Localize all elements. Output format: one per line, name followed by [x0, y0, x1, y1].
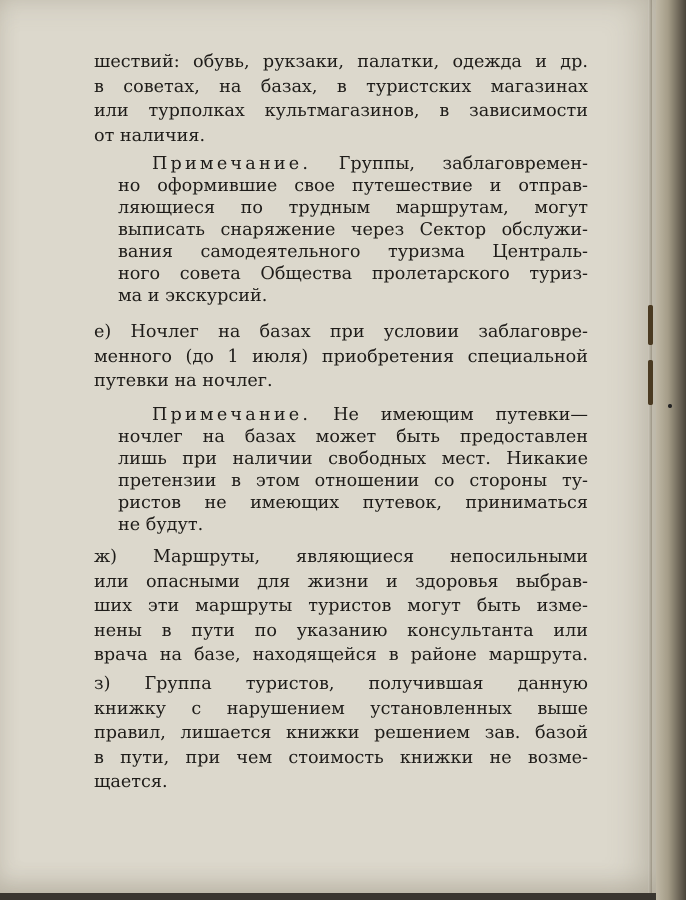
staple-top — [648, 305, 653, 345]
text-line: шествий: обувь, рукзаки, палатки, одежда и др. — [94, 52, 588, 72]
text-line: ристов не имеющих путевок, приниматься — [118, 493, 588, 513]
page-crease — [648, 0, 652, 893]
ink-dot — [668, 404, 672, 408]
text-line: правил, лишается книжки решением зав. базой — [94, 723, 588, 743]
text-line: путевки на ночлег. — [94, 371, 273, 391]
text-line: врача на базе, находящейся в районе маршрута. — [94, 645, 588, 665]
text-line: претензии в этом отношении со стороны ту- — [118, 471, 588, 491]
text-line: ших эти маршруты туристов могут быть изме- — [94, 596, 588, 616]
text-fragment: Группы, заблаговремен- — [338, 154, 588, 174]
text-line: но оформившие свое путешествие и отправ- — [118, 176, 588, 196]
text-line: ночлег на базах может быть предоставлен — [118, 427, 588, 447]
text-line: щается. — [94, 772, 168, 792]
page-edge — [656, 0, 686, 900]
note-label: Примечание. — [152, 154, 312, 174]
text-line: книжку с нарушением установленных выше — [94, 698, 588, 719]
text-line: в советах, на базах, в туристских магазинах — [94, 76, 588, 97]
note-lodging — [118, 404, 588, 536]
text-line: ного совета Общества пролетарского туриз- — [118, 264, 588, 284]
text-line: от наличия. — [94, 125, 206, 146]
text-line: з) Группа туристов, получившая данную — [94, 674, 588, 694]
note-first-line — [118, 153, 588, 175]
paragraph-e — [94, 320, 588, 394]
paragraph-zh — [94, 545, 588, 668]
text-line: нены в пути по указанию консультанта или — [94, 620, 588, 641]
paragraph-z — [94, 672, 588, 795]
text-line: е) Ночлег на базах при условии заблаговре- — [94, 322, 588, 342]
text-line: лишь при наличии свободных мест. Никакие — [118, 449, 588, 469]
note-label: Примечание. — [152, 405, 312, 425]
note-first-line — [118, 404, 588, 426]
text-line: выписать снаряжение через Сектор обслужи- — [118, 220, 588, 240]
note-equipment — [118, 153, 588, 307]
paragraph-equipment — [94, 50, 588, 148]
text-line: или турполках культмагазинов, в зависимости — [94, 101, 588, 121]
staple-bottom — [648, 360, 653, 405]
text-line: менного (до 1 июля) приобретения специальной — [94, 346, 588, 367]
text-line: не будут. — [118, 515, 204, 535]
text-line: вания самодеятельного туризма Централь- — [118, 242, 588, 262]
text-line: ж) Маршруты, являющиеся непосильными — [94, 547, 588, 567]
text-line: ма и экскурсий. — [118, 286, 268, 306]
text-line: в пути, при чем стоимость книжки не возме- — [94, 747, 588, 768]
text-line: или опасными для жизни и здоровья выбрав- — [94, 571, 588, 592]
text-fragment: Не имеющим путевки— — [333, 405, 588, 425]
text-line: ляющиеся по трудным маршрутам, могут — [118, 198, 588, 218]
